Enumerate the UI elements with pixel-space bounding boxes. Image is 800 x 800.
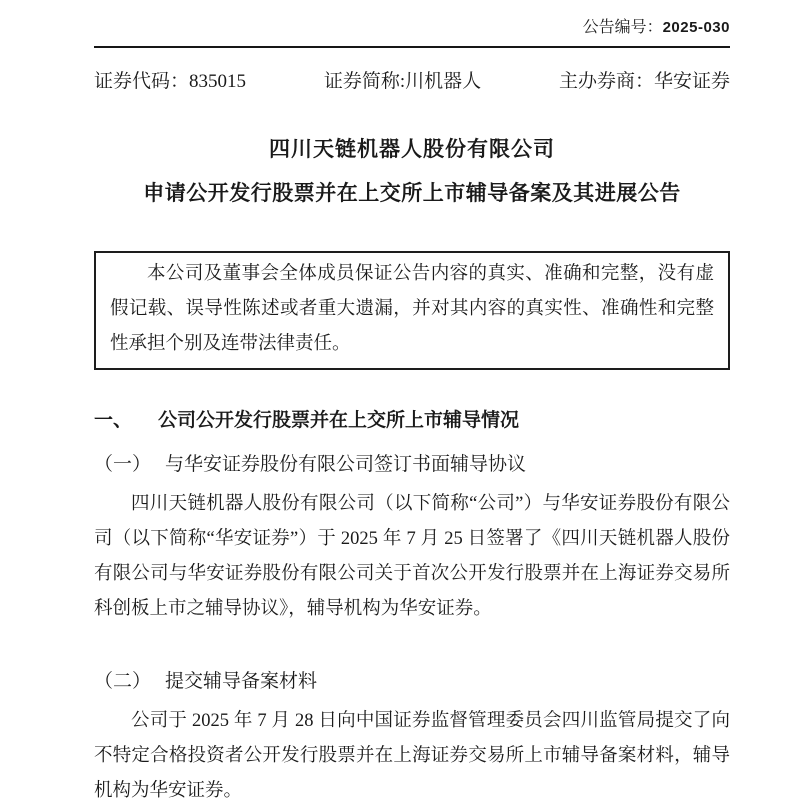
section-one-number: 一、 <box>94 410 133 431</box>
announcement-title: 申请公开发行股票并在上交所上市辅导备案及其进展公告 <box>143 181 681 205</box>
subsection-one-heading <box>94 453 730 477</box>
announcement-number-value: 2025-030 <box>662 19 730 36</box>
subsection-two-body: 公司于 2025 年 7 月 28 日向中国证券监督管理委员会四川监管局提交了向不特定合格投资者公开发行股票并在上海证券交易所上市辅导备案材料，辅导机构为华安证券。 <box>94 711 730 800</box>
document-title <box>94 137 730 205</box>
lead-broker: 主办券商：华安证券 <box>558 71 730 92</box>
security-info-row <box>94 70 730 94</box>
disclaimer-box <box>94 251 730 370</box>
subsection-two-heading <box>94 670 730 694</box>
section-one-title: 公司公开发行股票并在上交所上市辅导情况 <box>158 410 520 431</box>
stock-code: 证券代码：835015 <box>94 71 247 92</box>
subsection-two-title: 提交辅导备案材料 <box>165 671 318 692</box>
subsection-one-number: （一） <box>94 454 152 475</box>
announcement-number-label: 公告编号： <box>582 19 663 36</box>
subsection-two-number: （二） <box>94 671 152 692</box>
stock-short-name: 证券简称:川机器人 <box>323 71 482 92</box>
subsection-one-title: 与华安证券股份有限公司签订书面辅导协议 <box>165 454 527 475</box>
announcement-number <box>94 18 730 38</box>
subsection-one-body: 四川天链机器人股份有限公司（以下简称“公司”）与华安证券股份有限公司（以下简称“华安证券”）于 2025 年 7 月 25 日签署了《四川天链机器人股份有限公司与华安证券股份有限公司关于首次公开发行股票并在上海证券交易所科创板上市之辅导协议》，辅导机构为华安证券。 <box>94 494 730 619</box>
header-rule <box>94 46 730 48</box>
company-name-title: 四川天链机器人股份有限公司 <box>269 137 555 161</box>
section-one-heading <box>94 410 730 432</box>
disclaimer-text: 本公司及董事会全体成员保证公告内容的真实、准确和完整，没有虚假记载、误导性陈述或者重大遗漏，并对其内容的真实性、准确性和完整性承担个别及连带法律责任。 <box>110 264 714 354</box>
